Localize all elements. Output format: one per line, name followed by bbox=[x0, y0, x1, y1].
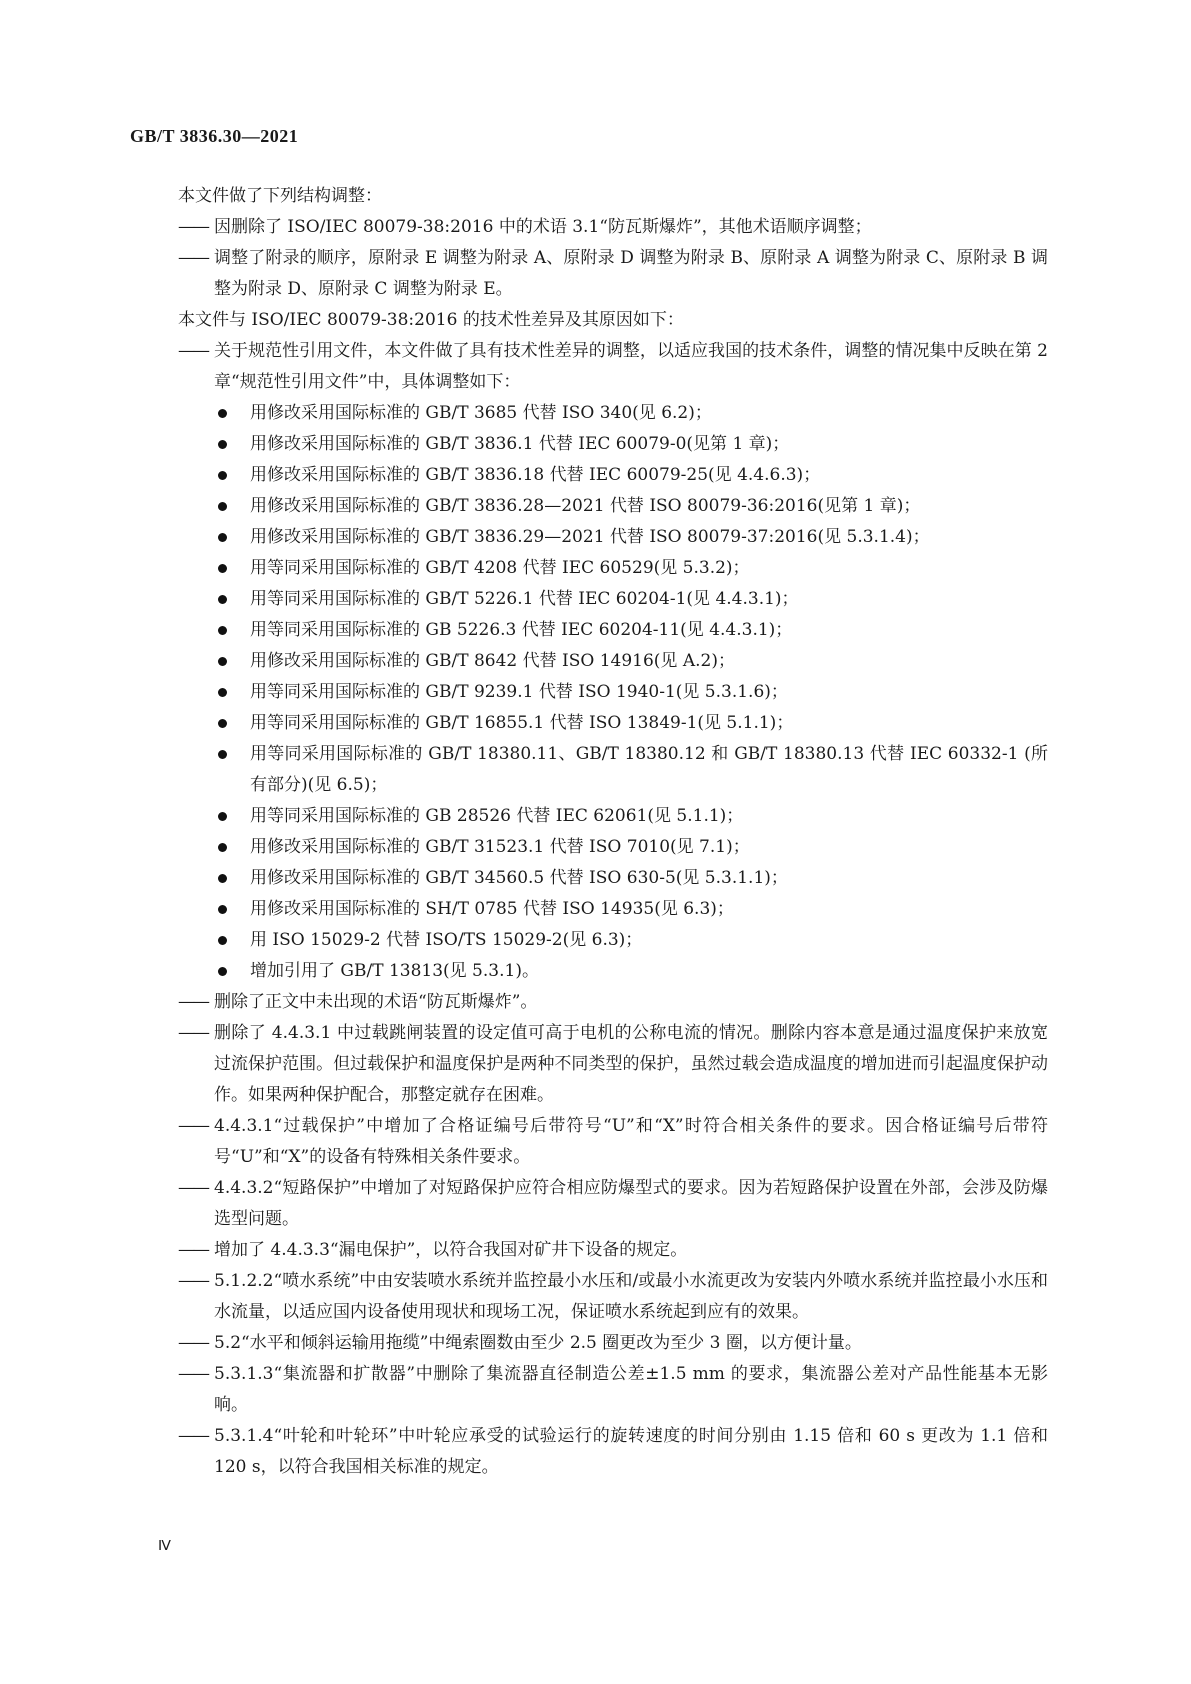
bullet-icon bbox=[214, 491, 250, 522]
list-item-text: 用修改采用国际标准的 GB/T 31523.1 代替 ISO 7010(见 7.1)； bbox=[250, 837, 750, 857]
list-item-text: 用修改采用国际标准的 GB/T 8642 代替 ISO 14916(见 A.2)； bbox=[250, 651, 735, 671]
bullet-icon bbox=[214, 398, 250, 429]
list-item bbox=[214, 956, 1048, 987]
dash-item bbox=[178, 1111, 1048, 1173]
dash-mark: —— bbox=[178, 1364, 208, 1384]
bullet-icon bbox=[214, 956, 250, 987]
dash-text: 5.2“水平和倾斜运输用拖缆”中绳索圈数由至少 2.5 圈更改为至少 3 圈，以方便计量。 bbox=[214, 1333, 862, 1353]
bullet-icon bbox=[214, 646, 250, 677]
bullet-icon bbox=[214, 894, 250, 925]
dash-text: 关于规范性引用文件，本文件做了具有技术性差异的调整，以适应我国的技术条件，调整的情况集中反映在第 2 章“规范性引用文件”中，具体调整如下： bbox=[214, 341, 1048, 392]
list-item-text: 用修改采用国际标准的 GB/T 3836.18 代替 IEC 60079-25(见 4.4.6.3)； bbox=[250, 465, 821, 485]
dash-mark: —— bbox=[178, 1116, 208, 1136]
dash-item bbox=[178, 987, 1048, 1018]
bullet-icon bbox=[214, 677, 250, 708]
dash-item bbox=[178, 1173, 1048, 1235]
dash-text: 5.3.1.4“叶轮和叶轮环”中叶轮应承受的试验运行的旋转速度的时间分别由 1.15 倍和 60 s 更改为 1.1 倍和 120 s，以符合我国相关标准的规定。 bbox=[214, 1426, 1048, 1477]
reference-list bbox=[178, 398, 1048, 987]
dash-item bbox=[178, 212, 1048, 243]
list-item-text: 用等同采用国际标准的 GB/T 5226.1 代替 IEC 60204-1(见 4.4.3.1)； bbox=[250, 589, 799, 609]
list-item-text: 增加引用了 GB/T 13813(见 5.3.1)。 bbox=[250, 961, 539, 981]
bullet-icon bbox=[214, 832, 250, 863]
dash-item bbox=[178, 1328, 1048, 1359]
list-item-text: 用修改采用国际标准的 SH/T 0785 代替 ISO 14935(见 6.3)； bbox=[250, 899, 734, 919]
bullet-icon bbox=[214, 522, 250, 553]
document-number: GB/T 3836.30—2021 bbox=[130, 126, 299, 146]
list-item-text: 用修改采用国际标准的 GB/T 3685 代替 ISO 340(见 6.2)； bbox=[250, 403, 712, 423]
dash-mark: —— bbox=[178, 1271, 208, 1291]
list-item-text: 用修改采用国际标准的 GB/T 3836.29—2021 代替 ISO 80079-37:2016(见 5.3.1.4)； bbox=[250, 527, 930, 547]
dash-mark: —— bbox=[178, 1426, 208, 1446]
list-item bbox=[214, 491, 1048, 522]
dash-text: 调整了附录的顺序，原附录 E 调整为附录 A、原附录 D 调整为附录 B、原附录 A 调整为附录 C、原附录 B 调整为附录 D、原附录 C 调整为附录 E。 bbox=[214, 248, 1048, 299]
list-item-text: 用等同采用国际标准的 GB 28526 代替 IEC 62061(见 5.1.1)； bbox=[250, 806, 744, 826]
dash-mark: —— bbox=[178, 1333, 208, 1353]
dash-mark: —— bbox=[178, 1240, 208, 1260]
dash-mark: —— bbox=[178, 1178, 208, 1198]
bullet-icon bbox=[214, 553, 250, 584]
bullet-icon bbox=[214, 801, 250, 832]
list-item bbox=[214, 894, 1048, 925]
list-item bbox=[214, 522, 1048, 553]
bullet-icon bbox=[214, 863, 250, 894]
list-item bbox=[214, 398, 1048, 429]
list-item bbox=[214, 646, 1048, 677]
bullet-icon bbox=[214, 615, 250, 646]
page-number: Ⅳ bbox=[158, 1539, 171, 1554]
list-item bbox=[214, 553, 1048, 584]
dash-text: 因删除了 ISO/IEC 80079-38:2016 中的术语 3.1“防瓦斯爆炸”，其他术语顺序调整； bbox=[214, 217, 872, 237]
dash-text: 4.4.3.2“短路保护”中增加了对短路保护应符合相应防爆型式的要求。因为若短路保护设置在外部，会涉及防爆选型问题。 bbox=[214, 1178, 1048, 1229]
list-item bbox=[214, 863, 1048, 894]
list-item bbox=[214, 460, 1048, 491]
bullet-icon bbox=[214, 584, 250, 615]
dash-item bbox=[178, 336, 1048, 398]
dash-item bbox=[178, 1266, 1048, 1328]
dash-text: 4.4.3.1“过载保护”中增加了合格证编号后带符号“U”和“X”时符合相关条件的要求。因合格证编号后带符号“U”和“X”的设备有特殊相关条件要求。 bbox=[214, 1116, 1048, 1167]
list-item bbox=[214, 429, 1048, 460]
dash-item bbox=[178, 1235, 1048, 1266]
list-item-text: 用修改采用国际标准的 GB/T 3836.1 代替 IEC 60079-0(见第 1 章)； bbox=[250, 434, 790, 454]
dash-mark: —— bbox=[178, 992, 208, 1012]
list-item bbox=[214, 584, 1048, 615]
list-item bbox=[214, 925, 1048, 956]
structural-intro: 本文件做了下列结构调整： bbox=[178, 186, 382, 206]
list-item-text: 用修改采用国际标准的 GB/T 34560.5 代替 ISO 630-5(见 5.3.1.1)； bbox=[250, 868, 788, 888]
dash-mark: —— bbox=[178, 217, 208, 237]
list-item-text: 用等同采用国际标准的 GB 5226.3 代替 IEC 60204-11(见 4.4.3.1)； bbox=[250, 620, 793, 640]
list-item-text: 用修改采用国际标准的 GB/T 3836.28—2021 代替 ISO 80079-36:2016(见第 1 章)； bbox=[250, 496, 921, 516]
list-item bbox=[214, 615, 1048, 646]
list-item-text: 用等同采用国际标准的 GB/T 9239.1 代替 ISO 1940-1(见 5.3.1.6)； bbox=[250, 682, 788, 702]
list-item-text: 用等同采用国际标准的 GB/T 4208 代替 IEC 60529(见 5.3.2)； bbox=[250, 558, 750, 578]
dash-mark: —— bbox=[178, 248, 208, 268]
bullet-icon bbox=[214, 460, 250, 491]
list-item-text: 用 ISO 15029-2 代替 ISO/TS 15029-2(见 6.3)； bbox=[250, 930, 643, 950]
dash-text: 5.3.1.3“集流器和扩散器”中删除了集流器直径制造公差±1.5 mm 的要求，集流器公差对产品性能基本无影响。 bbox=[214, 1364, 1048, 1415]
list-item bbox=[214, 708, 1048, 739]
bullet-icon bbox=[214, 739, 250, 801]
dash-mark: —— bbox=[178, 341, 208, 361]
technical-diff-intro: 本文件与 ISO/IEC 80079-38:2016 的技术性差异及其原因如下： bbox=[178, 310, 684, 330]
dash-text: 删除了正文中未出现的术语“防瓦斯爆炸”。 bbox=[214, 992, 538, 1012]
list-item bbox=[214, 677, 1048, 708]
bullet-icon bbox=[214, 708, 250, 739]
dash-item bbox=[178, 1421, 1048, 1483]
bullet-icon bbox=[214, 925, 250, 956]
document-body bbox=[178, 181, 1048, 1483]
list-item-text: 用等同采用国际标准的 GB/T 18380.11、GB/T 18380.12 和 GB/T 18380.13 代替 IEC 60332-1 (所有部分)(见 6.5)； bbox=[250, 744, 1048, 795]
list-item bbox=[214, 832, 1048, 863]
list-item bbox=[214, 801, 1048, 832]
dash-mark: —— bbox=[178, 1023, 208, 1043]
dash-item bbox=[178, 1018, 1048, 1111]
dash-text: 增加了 4.4.3.3“漏电保护”，以符合我国对矿井下设备的规定。 bbox=[214, 1240, 688, 1260]
dash-text: 删除了 4.4.3.1 中过载跳闸装置的设定值可高于电机的公称电流的情况。删除内容本意是通过温度保护来放宽过流保护范围。但过载保护和温度保护是两种不同类型的保护，虽然过载会造成温度的增加进而引起温度保护动作。如果两种保护配合，那整定就存在困难。 bbox=[214, 1023, 1048, 1105]
dash-item bbox=[178, 1359, 1048, 1421]
list-item-text: 用等同采用国际标准的 GB/T 16855.1 代替 ISO 13849-1(见 5.1.1)； bbox=[250, 713, 794, 733]
dash-text: 5.1.2.2“喷水系统”中由安装喷水系统并监控最小水压和/或最小水流更改为安装内外喷水系统并监控最小水压和水流量，以适应国内设备使用现状和现场工况，保证喷水系统起到应有的效果。 bbox=[214, 1271, 1048, 1322]
dash-item bbox=[178, 243, 1048, 305]
bullet-icon bbox=[214, 429, 250, 460]
list-item bbox=[214, 739, 1048, 801]
